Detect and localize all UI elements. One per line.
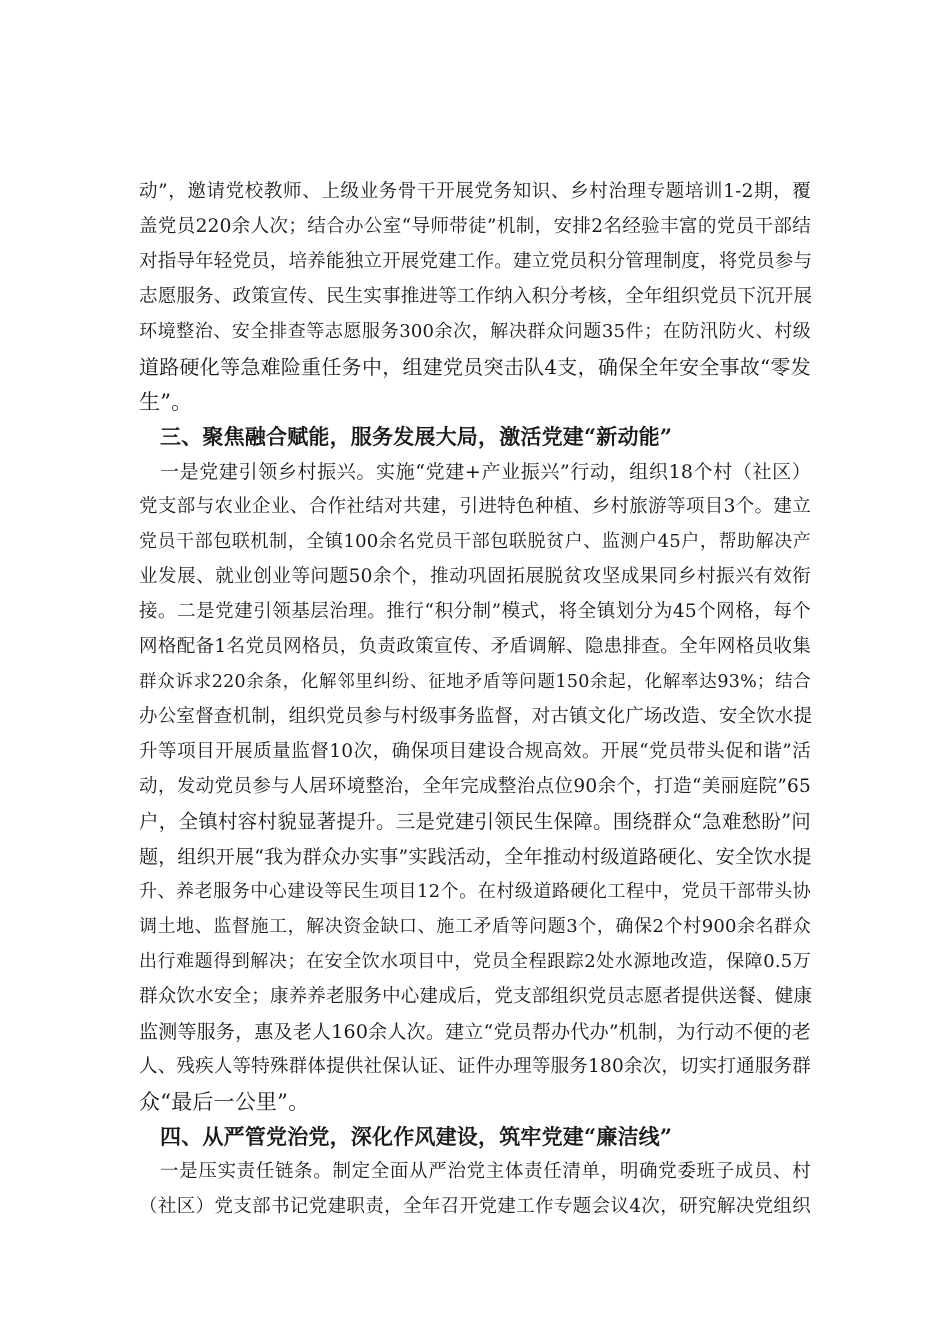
body-text-line: 升、养老服务中心建设等民生项目12个。在村级道路硬化工程中，党员干部带头协	[139, 881, 811, 902]
body-text-line: 户，全镇村容村貌显著提升。三是党建引领民生保障。围绕群众“急难愁盼”问	[139, 810, 811, 833]
body-text-line: 监测等服务，惠及老人160余人次。建立“党员帮办代办”机制，为行动不便的老	[139, 1021, 811, 1043]
body-text-line: 志愿服务、政策宣传、民生实事推进等工作纳入积分考核，全年组织党员下沉开展	[139, 286, 813, 307]
section-heading: 四、从严管党治党，深化作风建设，筑牢党建“廉洁线”	[160, 1124, 673, 1149]
body-text-line: 办公室督查机制，组织党员参与村级事务监督，对古镇文化广场改造、安全饮水提	[139, 706, 813, 727]
body-text-line: 党支部与农业企业、合作社结对共建，引进特色种植、乡村旅游等项目3个。建立	[139, 496, 811, 517]
body-text-line: 出行难题得到解决；在安全饮水项目中，党员全程跟踪2处水源地改造，保障0.5万	[139, 951, 811, 972]
body-text-line: 盖党员220余人次；结合办公室“导师带徒”机制，安排2名经验丰富的党员干部结	[139, 216, 811, 237]
body-text-line: 生”。	[139, 390, 193, 414]
body-text-line: 业发展、就业创业等问题50余个，推动巩固拓展脱贫攻坚成果同乡村振兴有效衔	[139, 566, 811, 587]
body-text-line: 道路硬化等急难险重任务中，组建党员突击队4支，确保全年安全事故“零发	[139, 355, 811, 379]
body-text-line: 群众饮水安全；康养养老服务中心建成后，党支部组织党员志愿者提供送餐、健康	[139, 986, 813, 1007]
paragraph-first-line: 一是压实责任链条。制定全面从严治党主体责任清单，明确党委班子成员、村	[160, 1161, 811, 1182]
body-text-line: 调土地、监督施工，解决资金缺口、施工矛盾等问题3个，确保2个村900余名群众	[139, 916, 811, 937]
body-text-line: 网格配备1名党员网格员，负责政策宣传、矛盾调解、隐患排查。全年网格员收集	[139, 636, 811, 657]
body-text-line: 众“最后一公里”。	[139, 1090, 310, 1114]
body-text-line: 动”，邀请党校教师、上级业务骨干开展党务知识、乡村治理专题培训1-2期，覆	[139, 181, 811, 202]
body-text-line: 人、残疾人等特殊群体提供社保认证、证件办理等服务180余次，切实打通服务群	[139, 1056, 811, 1077]
body-text-line: 动，发动党员参与人居环境整治，全年完成整治点位90余个，打造“美丽庭院”65	[139, 776, 811, 797]
body-text-line: 题，组织开展“我为群众办实事”实践活动，全年推动村级道路硬化、安全饮水提	[139, 846, 812, 868]
body-text-line: 升等项目开展质量监督10次，确保项目建设合规高效。开展“党员带头促和谐”活	[139, 741, 811, 762]
body-text-line: 群众诉求220余条，化解邻里纠纷、征地矛盾等问题150余起，化解率达93%；结合	[139, 672, 811, 692]
body-text-line: 党员干部包联机制，全镇100余名党员干部包联脱贫户、监测户45户，帮助解决产	[139, 531, 811, 552]
body-text-line: 环境整治、安全排查等志愿服务300余次，解决群众问题35件；在防汛防火、村级	[139, 321, 811, 342]
body-text-line: 对指导年轻党员，培养能独立开展党建工作。建立党员积分管理制度，将党员参与	[139, 251, 813, 272]
section-heading: 三、聚焦融合赋能，服务发展大局，激活党建“新动能”	[160, 424, 673, 449]
body-text-line: （社区）党支部书记党建职责，全年召开党建工作专题会议4次，研究解决党组织	[139, 1196, 811, 1217]
body-text-line: 接。二是党建引领基层治理。推行“积分制”模式，将全镇划分为45个网格，每个	[139, 601, 811, 622]
paragraph-first-line: 一是党建引领乡村振兴。实施“党建+产业振兴”行动，组织18个村（社区）	[160, 461, 811, 483]
